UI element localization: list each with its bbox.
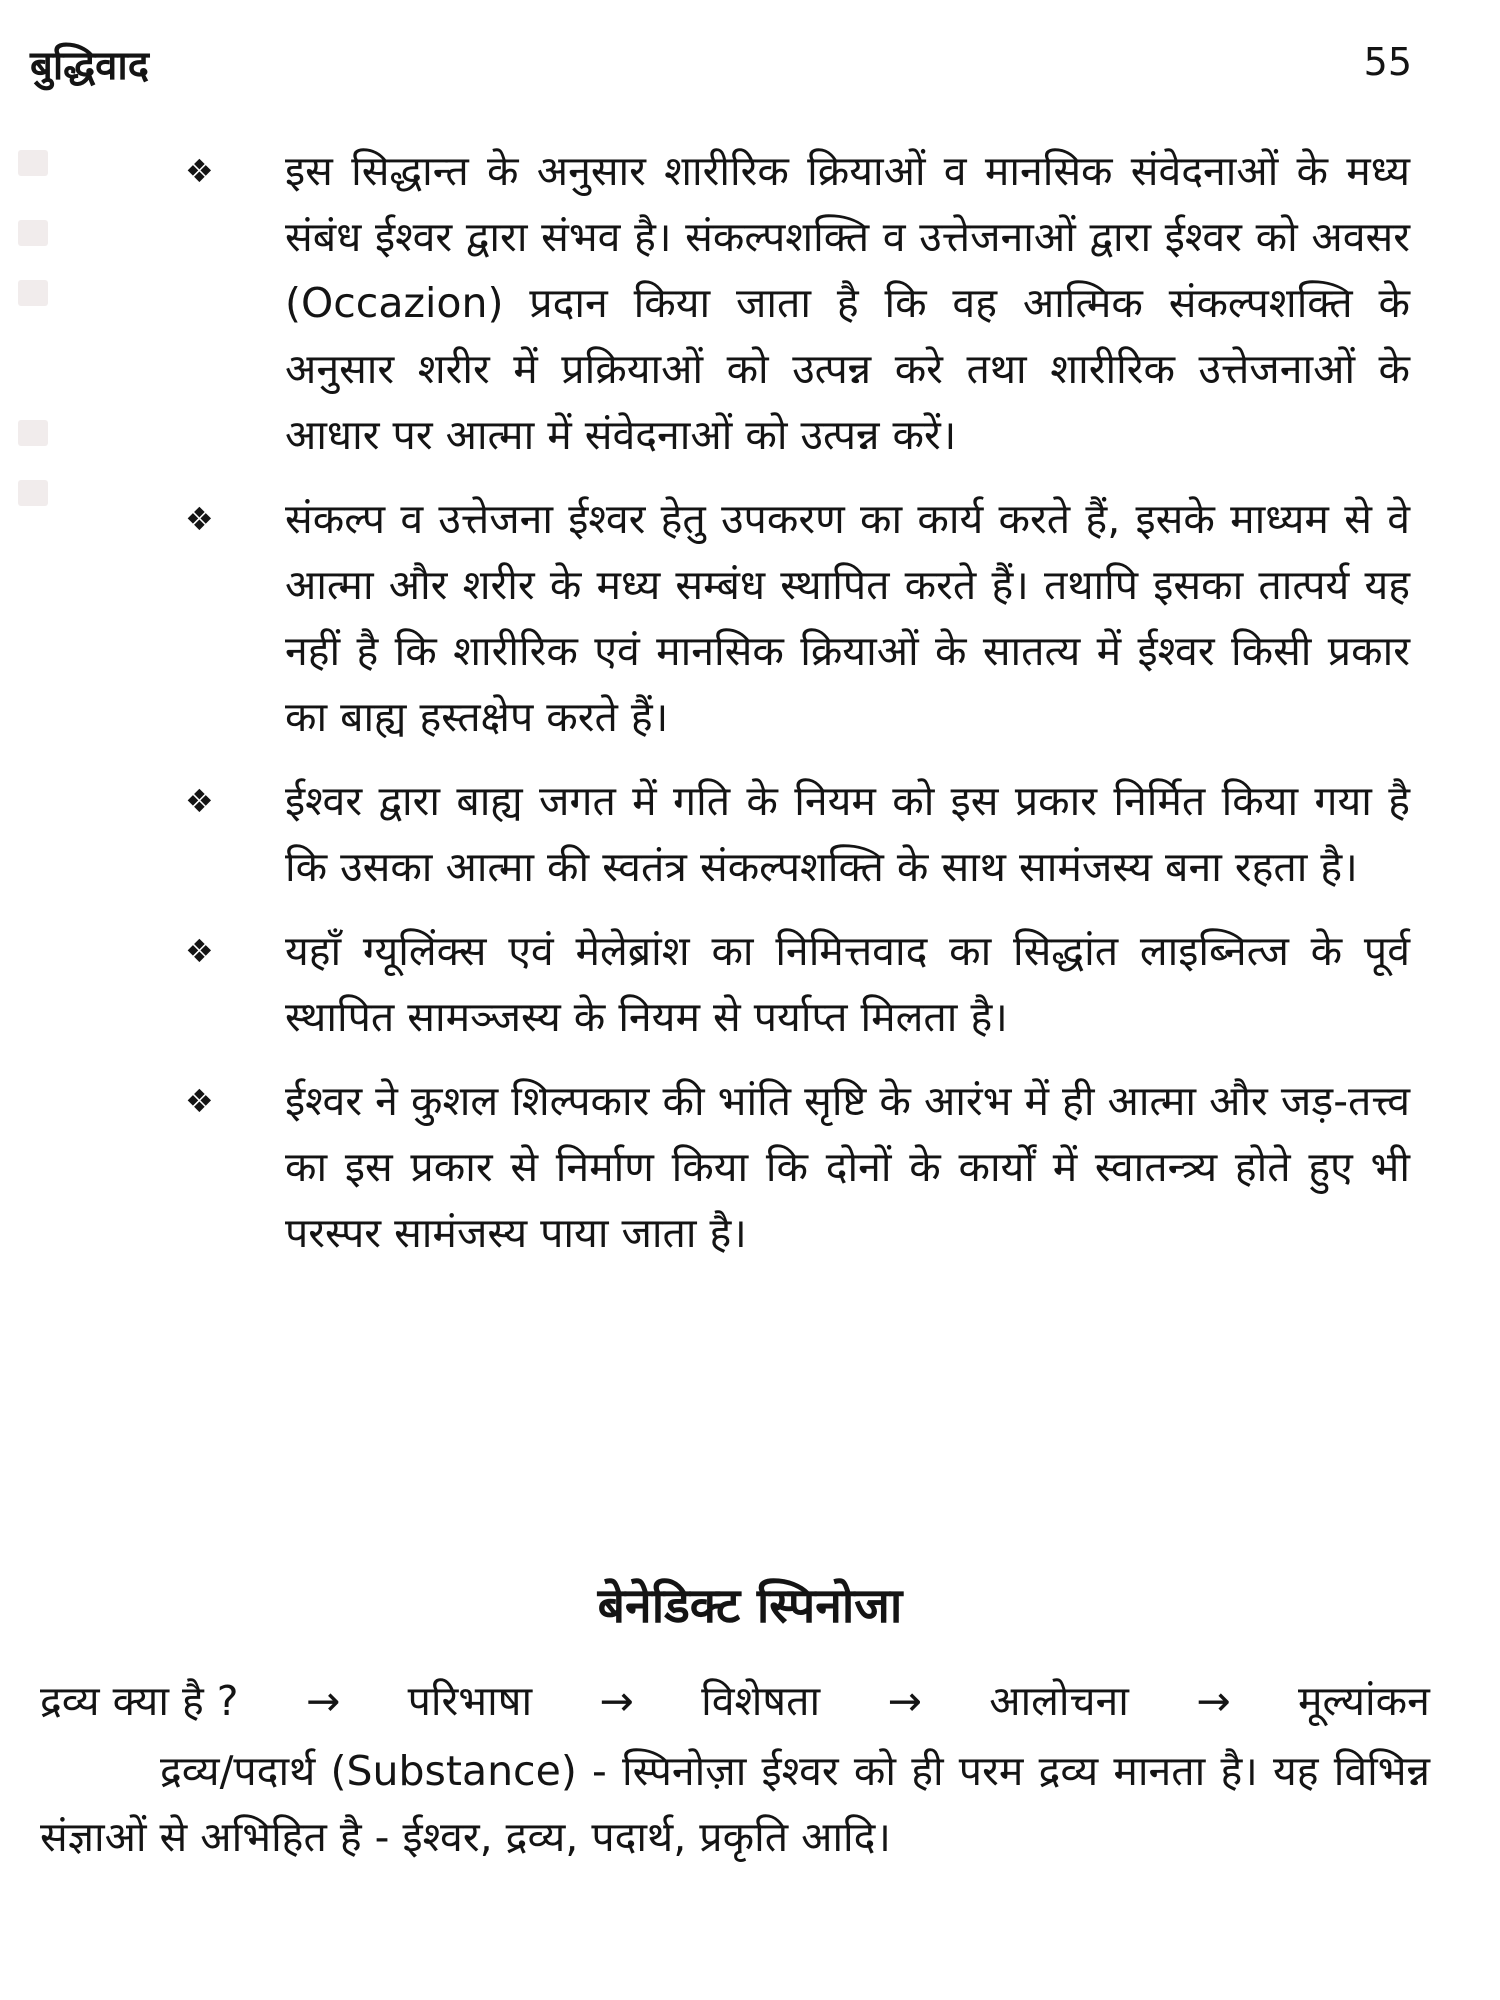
- bullet-text: ईश्वर द्वारा बाह्य जगत में गति के नियम को इस प्रकार निर्मित किया गया है कि उसका आत्मा की स्वतंत्र संकल्पशक्ति के साथ सामंजस्य बना रहता है।: [285, 777, 1410, 891]
- diamond-bullet-icon: ❖: [185, 152, 214, 190]
- page-number: 55: [1363, 40, 1412, 84]
- flow-step: मूल्यांकन: [1298, 1677, 1430, 1725]
- right-arrow-icon: →: [887, 1677, 922, 1725]
- bullet-text: ईश्वर ने कुशल शिल्पकार की भांति सृष्टि के आरंभ में ही आत्मा और जड़-तत्त्व का इस प्रकार से निर्माण किया कि दोनों के कार्यों में स्वातन्त्र्य होते हुए भी परस्पर सामंजस्य पाया जाता है।: [285, 1077, 1410, 1257]
- topic-flow: [40, 1668, 1430, 1734]
- definition-paragraph: द्रव्य/पदार्थ (Substance) - स्पिनोज़ा ईश्वर को ही परम द्रव्य मानता है। यह विभिन्न संज्ञाओं से अभिहित है - ईश्वर, द्रव्य, पदार्थ, प्रकृति आदि।: [40, 1747, 1430, 1861]
- bleed-through-mark: [18, 420, 48, 446]
- bullet-item: [185, 1068, 1410, 1266]
- diamond-bullet-icon: ❖: [185, 782, 214, 820]
- bullet-item: [185, 486, 1410, 750]
- flow-step: द्रव्य क्या है ?: [40, 1677, 239, 1725]
- section-heading: बेनेडिक्ट स्पिनोजा: [597, 1578, 903, 1634]
- bullet-item: [185, 918, 1410, 1050]
- right-arrow-icon: →: [305, 1677, 341, 1725]
- bleed-through-mark: [18, 280, 48, 306]
- bullet-item: [185, 138, 1410, 468]
- right-arrow-icon: →: [599, 1677, 634, 1725]
- right-arrow-icon: →: [1196, 1677, 1231, 1725]
- bullet-list: [185, 138, 1410, 1284]
- bullet-text: यहाँ ग्यूलिंक्स एवं मेलेब्रांश का निमित्तवाद का सिद्धांत लाइब्नित्ज के पूर्व स्थापित सामञ्जस्य के नियम से पर्याप्त मिलता है।: [285, 927, 1410, 1041]
- diamond-bullet-icon: ❖: [185, 932, 214, 970]
- diamond-bullet-icon: ❖: [185, 500, 214, 538]
- running-title: बुद्धिवाद: [30, 43, 149, 89]
- bullet-item: [185, 768, 1410, 900]
- bleed-through-mark: [18, 150, 48, 176]
- flow-step: परिभाषा: [407, 1677, 533, 1725]
- bullet-text: इस सिद्धान्त के अनुसार शारीरिक क्रियाओं व मानसिक संवेदनाओं के मध्य संबंध ईश्वर द्वारा संभव है। संकल्पशक्ति व उत्तेजनाओं द्वारा ईश्वर को अवसर (Occazion) प्रदान किया जाता है कि वह आत्मिक संकल्पशक्ति के अनुसार शरीर में प्रक्रियाओं को उत्पन्न करे तथा शारीरिक उत्तेजनाओं के आधार पर आत्मा में संवेदनाओं को उत्पन्न करें।: [285, 147, 1410, 459]
- bleed-through-mark: [18, 220, 48, 246]
- flow-step: विशेषता: [701, 1677, 821, 1725]
- bleed-through-mark: [18, 480, 48, 506]
- diamond-bullet-icon: ❖: [185, 1082, 214, 1120]
- bullet-text: संकल्प व उत्तेजना ईश्वर हेतु उपकरण का कार्य करते हैं, इसके माध्यम से वे आत्मा और शरीर के मध्य सम्बंध स्थापित करते हैं। तथापि इसका तात्पर्य यह नहीं है कि शारीरिक एवं मानसिक क्रियाओं के सातत्य में ईश्वर किसी प्रकार का बाह्य हस्तक्षेप करते हैं।: [285, 495, 1410, 741]
- flow-step: आलोचना: [989, 1677, 1129, 1725]
